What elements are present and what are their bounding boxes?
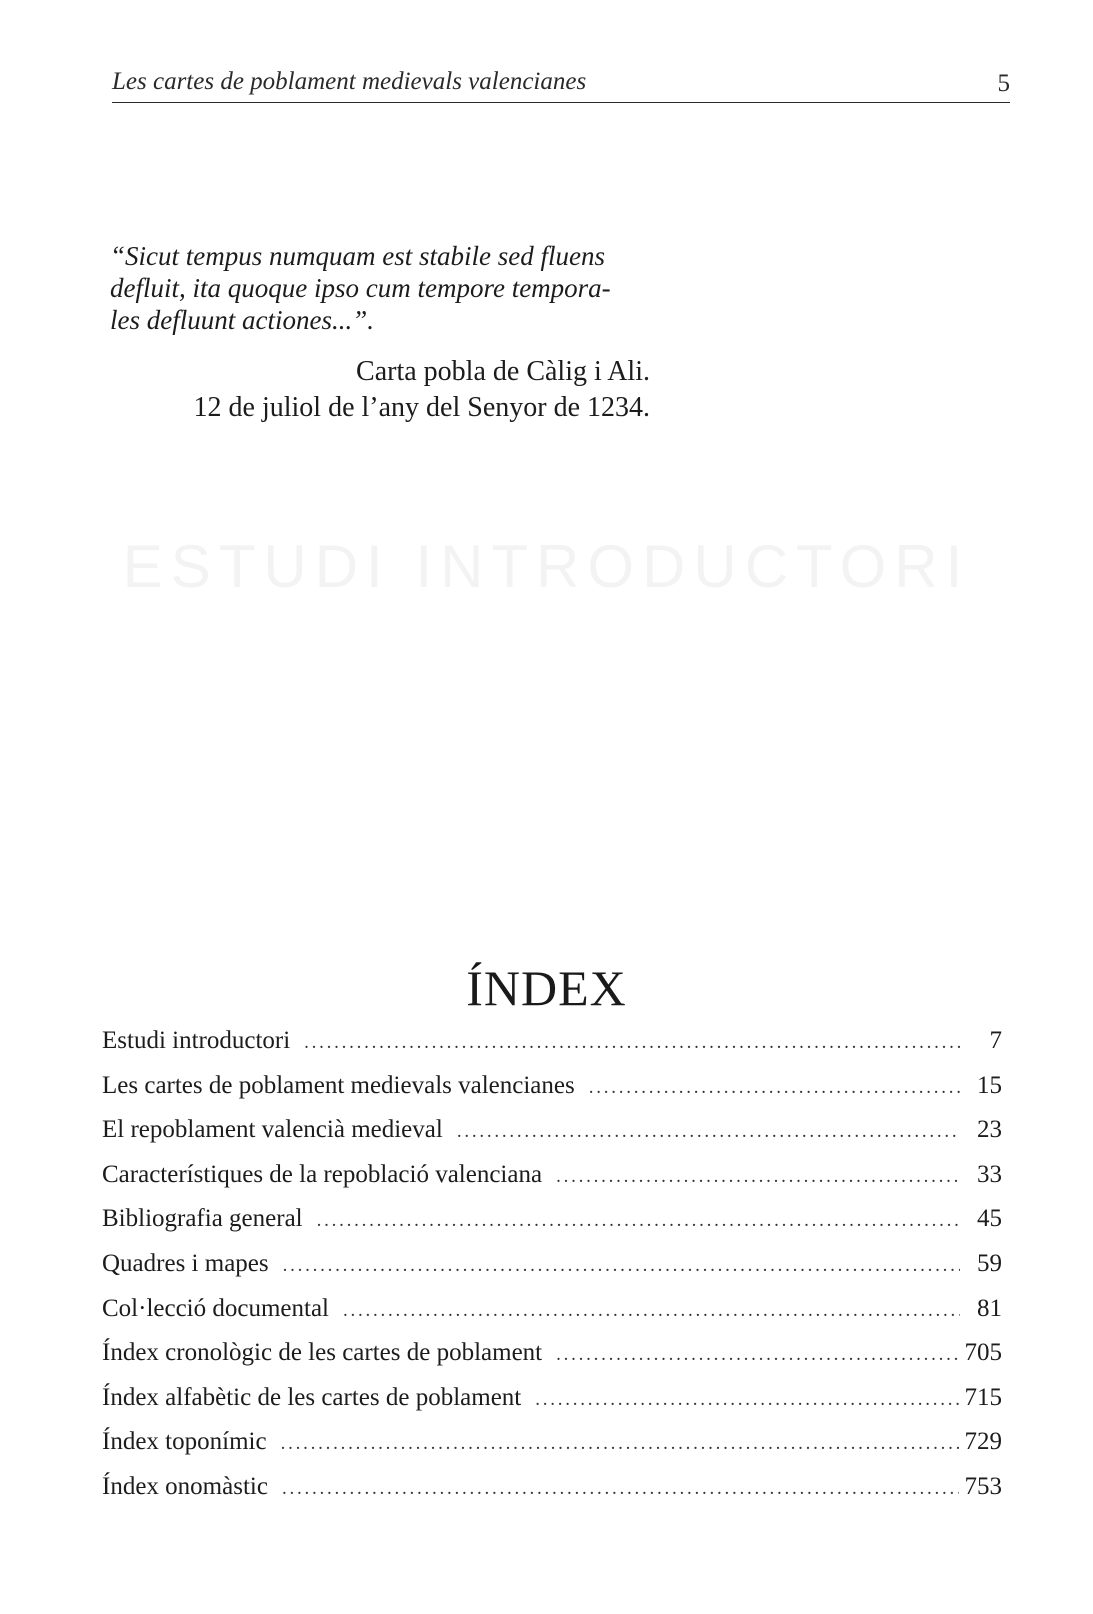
toc-entry: [102, 1473, 1002, 1518]
toc-entry: [102, 1116, 1002, 1161]
toc-entry-label: Índex toponímic: [102, 1428, 267, 1456]
toc-leader-dots: [304, 1032, 960, 1054]
toc-leader-dots: [282, 1478, 959, 1500]
toc-entry-label: Les cartes de poblament medievals valencianes: [102, 1071, 575, 1099]
toc-entry: [102, 1339, 1002, 1384]
toc-entry-page: 33: [977, 1160, 1002, 1188]
toc-entry-label: Bibliografia general: [102, 1205, 303, 1233]
toc-leader-dots: [283, 1255, 960, 1277]
toc-entry-label: Índex alfabètic de les cartes de poblament: [102, 1383, 522, 1411]
toc-entry-page: 753: [964, 1472, 1002, 1500]
page-number: 5: [997, 70, 1010, 97]
toc-entry-page: 59: [977, 1249, 1002, 1277]
toc-entry-page: 729: [964, 1428, 1002, 1456]
index-title: ÍNDEX: [466, 960, 627, 1016]
toc-entry-page: 715: [964, 1383, 1002, 1411]
epigraph-source: Carta pobla de Càlig i Ali. 12 de juliol de l’any del Senyor de 1234.: [193, 356, 650, 423]
toc-entry: [102, 1072, 1002, 1117]
toc-leader-dots: [281, 1433, 959, 1455]
toc-leader-dots: [589, 1077, 960, 1099]
toc-entry-page: 81: [977, 1294, 1002, 1322]
epigraph-quote: “Sicut tempus numquam est stabile sed fluens defluit, ita quoque ipso cum tempore tempora- les defluunt actiones...”.: [110, 241, 611, 335]
toc-entry: [102, 1250, 1002, 1295]
toc-entry-page: 15: [977, 1071, 1002, 1099]
toc-leader-dots: [535, 1389, 958, 1411]
toc-entry: [102, 1161, 1002, 1206]
show-through-watermark: ESTUDI INTRODUCTORI: [122, 533, 971, 600]
toc-entry-page: 7: [989, 1027, 1002, 1054]
toc-entry: [102, 1027, 1002, 1072]
toc-leader-dots: [556, 1344, 958, 1366]
toc-entry: [102, 1295, 1002, 1340]
toc-entry: [102, 1384, 1002, 1429]
epigraph: [110, 240, 650, 426]
table-of-contents: [102, 1027, 1002, 1518]
toc-entry: [102, 1205, 1002, 1250]
running-header: [112, 66, 1010, 103]
toc-entry-label: El repoblament valencià medieval: [102, 1116, 443, 1144]
toc-entry: [102, 1428, 1002, 1473]
toc-leader-dots: [457, 1121, 960, 1143]
toc-entry-label: Característiques de la repoblació valenciana: [102, 1160, 543, 1188]
toc-entry-label: Índex onomàstic: [102, 1472, 268, 1500]
toc-entry-page: 23: [977, 1116, 1002, 1144]
toc-entry-label: Índex cronològic de les cartes de poblament: [102, 1339, 543, 1367]
toc-leader-dots: [556, 1166, 960, 1188]
toc-leader-dots: [343, 1300, 960, 1322]
toc-entry-page: 45: [977, 1205, 1002, 1233]
running-title: Les cartes de poblament medievals valencianes: [112, 68, 587, 95]
toc-entry-label: Estudi introductori: [102, 1027, 291, 1054]
toc-entry-label: Col·lecció documental: [102, 1294, 330, 1322]
toc-entry-label: Quadres i mapes: [102, 1249, 269, 1277]
toc-leader-dots: [317, 1210, 960, 1232]
toc-entry-page: 705: [964, 1339, 1002, 1367]
